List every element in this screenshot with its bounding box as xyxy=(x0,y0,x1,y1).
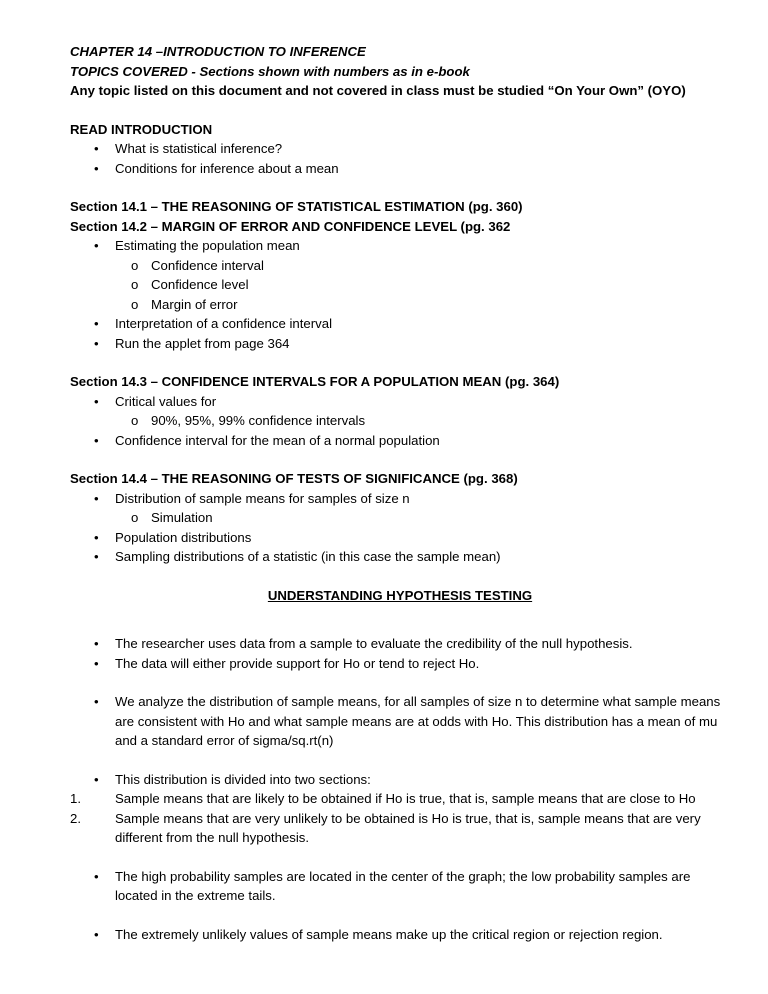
sub-list-item: o Simulation xyxy=(70,508,730,528)
chapter-title: CHAPTER 14 –INTRODUCTION TO INFERENCE xyxy=(70,44,366,59)
list-item: • We analyze the distribution of sample means, for all samples of size n to determine what sample means are consistent with Ho and what sample means are at odds with Ho. This distribution has a mean of mu and a standard error of sigma/sq.rt(n) xyxy=(94,694,721,748)
list-item: • Run the applet from page 364 xyxy=(70,334,730,354)
section-14-3-heading: Section 14.3 – CONFIDENCE INTERVALS FOR A POPULATION MEAN (pg. 364) xyxy=(70,374,560,389)
bullet-icon: • xyxy=(94,238,99,253)
numbered-item: 1. Sample means that are likely to be obtained if Ho is true, that is, sample means that are close to Ho xyxy=(70,789,730,809)
hypothesis-block-1 xyxy=(70,634,730,673)
bullet-icon: • xyxy=(94,490,99,506)
list-item: • Critical values for xyxy=(70,392,730,412)
circle-bullet-icon: o xyxy=(131,257,139,273)
section-14-1-heading: Section 14.1 – THE REASONING OF STATISTICAL ESTIMATION (pg. 360) xyxy=(70,199,523,214)
bullet-icon: • xyxy=(94,160,99,176)
hypothesis-block-4 xyxy=(70,867,730,906)
bullet-icon: • xyxy=(94,694,99,709)
list-item: • The data will either provide support for Ho or tend to reject Ho. xyxy=(70,654,730,674)
list-item: • Distribution of sample means for samples of size n xyxy=(70,489,730,509)
section-14-1-2 xyxy=(70,197,730,353)
sub-list-item: o Margin of error xyxy=(70,295,730,315)
list-item: • This distribution is divided into two sections: xyxy=(70,770,730,790)
bullet-icon: • xyxy=(94,636,99,651)
list-item: • Sampling distributions of a statistic (in this case the sample mean) xyxy=(70,547,730,567)
circle-bullet-icon: o xyxy=(131,413,139,428)
list-item: • Confidence interval for the mean of a normal population xyxy=(70,431,730,451)
oyo-note: Any topic listed on this document and not covered in class must be studied “On Your Own” (OYO) xyxy=(70,83,686,98)
list-item: • Conditions for inference about a mean xyxy=(70,159,730,179)
hypothesis-heading: UNDERSTANDING HYPOTHESIS TESTING xyxy=(267,587,533,603)
hypothesis-block-5 xyxy=(70,925,730,945)
sub-list-item: o 90%, 95%, 99% confidence intervals xyxy=(70,411,730,431)
intro-heading: READ INTRODUCTION xyxy=(70,121,213,137)
circle-bullet-icon: o xyxy=(131,296,139,312)
bullet-icon: • xyxy=(94,141,99,156)
list-item: • The high probability samples are located in the center of the graph; the low probability samples are located in the extreme tails. xyxy=(94,868,691,903)
list-item: • The extremely unlikely values of sample means make up the critical region or rejection region. xyxy=(70,925,730,945)
section-14-2-heading: Section 14.2 – MARGIN OF ERROR AND CONFIDENCE LEVEL (pg. 362 xyxy=(70,218,511,234)
bullet-icon: • xyxy=(94,549,99,564)
bullet-icon: • xyxy=(94,335,99,351)
bullet-icon: • xyxy=(94,316,99,331)
number-label: 2. xyxy=(70,810,81,826)
bullet-icon: • xyxy=(94,926,99,942)
list-item: • What is statistical inference? xyxy=(70,139,730,159)
section-14-4-heading: Section 14.4 – THE REASONING OF TESTS OF SIGNIFICANCE (pg. 368) xyxy=(70,471,518,486)
bullet-icon: • xyxy=(94,771,99,787)
hypothesis-block-2 xyxy=(70,692,730,751)
sub-list-item: o Confidence level xyxy=(70,275,730,295)
bullet-icon: • xyxy=(94,529,99,545)
bullet-icon: • xyxy=(94,655,99,671)
bullet-icon: • xyxy=(94,393,99,409)
circle-bullet-icon: o xyxy=(131,277,139,292)
section-14-4 xyxy=(70,469,730,567)
hypothesis-block-3 xyxy=(70,770,730,848)
document-page xyxy=(70,42,730,944)
list-item: • Estimating the population mean xyxy=(70,236,730,256)
section-14-3 xyxy=(70,372,730,450)
sub-list-item: o Confidence interval xyxy=(70,256,730,276)
numbered-item: 2. Sample means that are very unlikely to be obtained is Ho is true, that is, sample means that are very different from the null hypothesis. xyxy=(70,810,701,845)
bullet-icon: • xyxy=(94,868,99,884)
bullet-icon: • xyxy=(94,432,99,448)
hypothesis-heading-wrap xyxy=(70,586,730,606)
number-label: 1. xyxy=(70,791,81,806)
list-item: • Interpretation of a confidence interval xyxy=(70,314,730,334)
intro-section xyxy=(70,120,730,179)
list-item: • The researcher uses data from a sample to evaluate the credibility of the null hypothesis. xyxy=(70,634,730,654)
topics-covered-note: TOPICS COVERED - Sections shown with numbers as in e-book xyxy=(70,63,470,79)
circle-bullet-icon: o xyxy=(131,510,139,525)
list-item: • Population distributions xyxy=(70,528,730,548)
